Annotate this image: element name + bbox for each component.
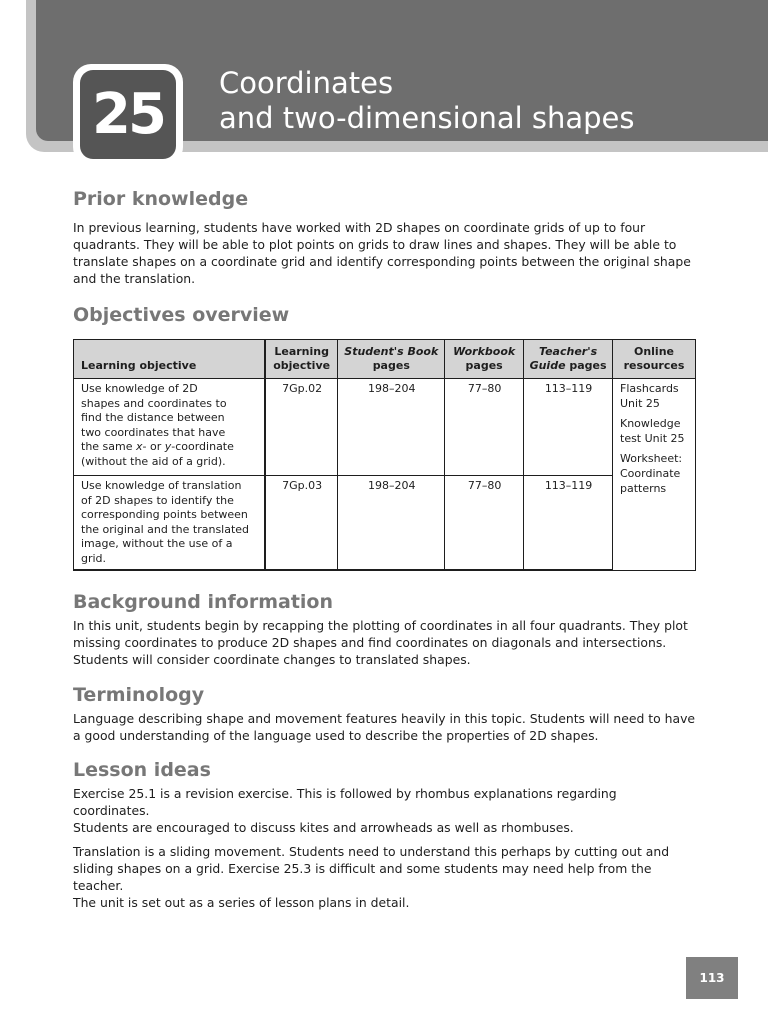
resource-item: Worksheet: Coordinate patterns — [620, 452, 683, 495]
text-line: sliding shapes on a grid. Exercise 25.3 is difficult and some students may need help from the teacher. — [73, 861, 652, 893]
col-lo-code: Learning objective — [265, 340, 338, 379]
unit-title — [219, 66, 635, 136]
text-line: Translation is a sliding movement. Students need to understand this perhaps by cutting out and — [73, 844, 670, 859]
background-text — [73, 617, 697, 668]
prior-knowledge-text — [73, 219, 697, 287]
text-line: The unit is set out as a series of lesson plans in detail. — [73, 895, 410, 910]
text-line: Exercise 25.1 is a revision exercise. This is followed by rhombus explanations regarding coordinates. — [73, 786, 617, 818]
text-line: quadrants. They will be able to plot points on grids to draw lines and shapes. They will be able to — [73, 237, 677, 252]
resource-item: Flashcards Unit 25 — [620, 382, 679, 410]
text-line: Students are encouraged to discuss kites and arrowheads as well as rhombuses. — [73, 820, 574, 835]
wb-pages: 77–80 — [445, 379, 524, 476]
objectives-section — [73, 302, 697, 571]
objectives-heading: Objectives overview — [73, 304, 290, 326]
lesson-ideas-paragraph-2 — [73, 843, 697, 911]
objectives-table — [73, 339, 696, 571]
text-line: missing coordinates to produce 2D shapes and find coordinates on diagonals and intersections. — [73, 635, 667, 650]
unit-title-line-1: Coordinates — [219, 66, 394, 100]
terminology-text — [73, 710, 697, 744]
objective-cell: Use knowledge of translation of 2D shapes to identify the corresponding points between the original and the translated image, without the use of a grid. — [74, 476, 265, 571]
background-section — [73, 589, 697, 668]
sb-pages: 198–204 — [338, 379, 445, 476]
prior-knowledge-heading: Prior knowledge — [73, 188, 249, 210]
objective-code: 7Gp.02 — [265, 379, 338, 476]
unit-number: 25 — [80, 70, 176, 159]
unit-title-line-2: and two-dimensional shapes — [219, 101, 635, 135]
lesson-ideas-heading: Lesson ideas — [73, 759, 211, 781]
resource-item: Knowledge test Unit 25 — [620, 417, 685, 445]
sb-pages: 198–204 — [338, 476, 445, 571]
text-line: In this unit, students begin by recapping the plotting of coordinates in all four quadrants. They plot — [73, 618, 688, 633]
text-line: Students will consider coordinate changes to translated shapes. — [73, 652, 471, 667]
terminology-heading: Terminology — [73, 684, 205, 706]
terminology-section — [73, 682, 697, 744]
lesson-ideas-section — [73, 757, 697, 911]
objective-code: 7Gp.03 — [265, 476, 338, 571]
text-line: a good understanding of the language used to describe the properties of 2D shapes. — [73, 728, 599, 743]
text-line: and the translation. — [73, 271, 196, 286]
table-row — [74, 379, 696, 476]
prior-knowledge-section — [73, 186, 697, 287]
col-students-book: Student's Book pages — [338, 340, 445, 379]
lesson-ideas-paragraph-1 — [73, 785, 697, 836]
table-row — [74, 476, 696, 571]
objective-cell: Use knowledge of 2D shapes and coordinates to find the distance between two coordinates that have the same x- or y-coordinate (without the aid of a grid). — [74, 379, 265, 476]
table-header-row — [74, 340, 696, 379]
col-online-resources: Online resources — [613, 340, 696, 379]
col-learning-objective: Learning objective — [74, 340, 265, 379]
text-line: In previous learning, students have worked with 2D shapes on coordinate grids of up to four — [73, 220, 646, 235]
wb-pages: 77–80 — [445, 476, 524, 571]
online-resources-cell — [613, 379, 696, 571]
text-line: translate shapes on a coordinate grid and identify corresponding points between the original shape — [73, 254, 691, 269]
tg-pages: 113–119 — [524, 379, 613, 476]
col-teachers-guide: Teacher's Guide pages — [524, 340, 613, 379]
background-heading: Background information — [73, 591, 334, 613]
page-number: 113 — [686, 957, 738, 999]
text-line: Language describing shape and movement features heavily in this topic. Students will need to have — [73, 711, 696, 726]
col-workbook: Workbook pages — [445, 340, 524, 379]
tg-pages: 113–119 — [524, 476, 613, 571]
